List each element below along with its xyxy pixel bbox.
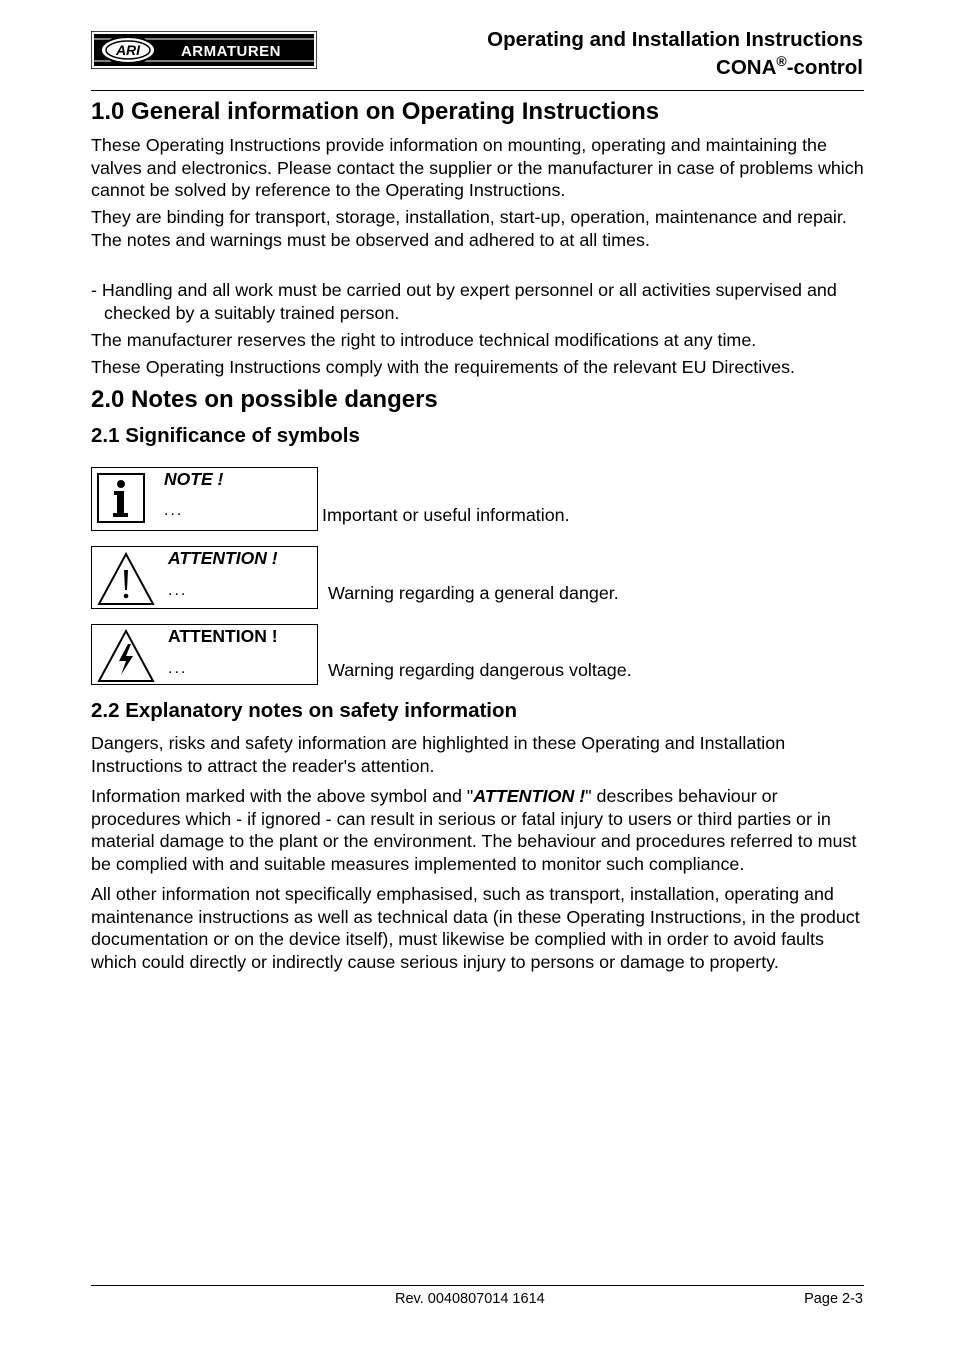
high-voltage-icon xyxy=(96,628,156,689)
product-name: CONA xyxy=(716,56,777,79)
note-description: Important or useful information. xyxy=(322,505,570,525)
product-suffix: -control xyxy=(786,56,863,79)
attention-general-dots: ... xyxy=(168,582,188,599)
section-1-paragraph-2-line-2: The notes and warnings must be observed and adhered to at all times. xyxy=(91,229,650,250)
document-title-line1: Operating and Installation Instructions xyxy=(487,28,863,51)
section-2-2-paragraph-1: Dangers, risks and safety information are highlighted in these Operating and Installation Instructions to attract the reader's attention. xyxy=(91,733,786,776)
attention-voltage-description: Warning regarding dangerous voltage. xyxy=(328,660,632,680)
info-icon xyxy=(97,473,145,528)
section-1-paragraph-4: These Operating Instructions comply with the requirements of the relevant EU Directives. xyxy=(91,357,796,377)
attention-general-symbol-box xyxy=(91,546,318,609)
section-2-heading: 2.0 Notes on possible dangers xyxy=(91,386,438,413)
registered-mark: ® xyxy=(776,53,787,69)
attention-voltage-symbol-box xyxy=(91,624,318,685)
attention-general-description: Warning regarding a general danger. xyxy=(328,583,619,603)
note-symbol-box xyxy=(91,467,318,531)
ari-armaturen-logo xyxy=(91,31,317,69)
attention-voltage-label: ATTENTION ! xyxy=(168,626,278,646)
note-label: NOTE ! xyxy=(164,469,224,489)
section-1-bullet: - Handling and all work must be carried out by expert personnel or all activities supervised and checked by a suitably trained person. xyxy=(91,280,837,323)
paragraph-2-suffix: " describes behaviour or procedures which - if ignored - can result in serious or fatal injury to users or third parties or in material damage to the plant or the environment. The behaviour and procedures referred to must be complied with and suitable measures implemented to monitor such compliance. xyxy=(91,786,857,874)
section-1-paragraph-1: These Operating Instructions provide information on mounting, operating and maintaining the valves and electronics. Please contact the supplier or the manufacturer in case of problems which cannot be solved by reference to the Operating Instructions. xyxy=(91,135,864,201)
paragraph-2-prefix: Information marked with the above symbol and " xyxy=(91,786,474,806)
warning-icon xyxy=(96,551,156,612)
section-2-1-heading: 2.1 Significance of symbols xyxy=(91,424,360,447)
section-1-paragraph-3: The manufacturer reserves the right to introduce technical modifications at any time. xyxy=(91,330,757,350)
note-dots: ... xyxy=(164,502,184,519)
section-1-paragraph-2 xyxy=(91,206,866,251)
section-1-heading: 1.0 General information on Operating Instructions xyxy=(91,98,660,125)
document-title xyxy=(487,26,863,82)
section-2-2-paragraph-2 xyxy=(91,785,866,875)
section-2-2-heading: 2.2 Explanatory notes on safety information xyxy=(91,699,518,722)
footer-divider xyxy=(91,1285,864,1286)
attention-emphasis: ATTENTION ! xyxy=(473,786,586,806)
svg-text:ARI: ARI xyxy=(115,42,141,58)
svg-text:ARMATUREN: ARMATUREN xyxy=(180,43,282,60)
attention-voltage-dots: ... xyxy=(168,660,188,677)
attention-general-label: ATTENTION ! xyxy=(168,548,278,568)
revision-number: Rev. 0040807014 1614 xyxy=(395,1291,545,1307)
section-1-paragraph-2-line-1: They are binding for transport, storage, installation, start-up, operation, maintenance and repair. xyxy=(91,207,847,227)
document-title-line2 xyxy=(487,54,863,82)
page-number: Page 2-3 xyxy=(804,1291,863,1307)
header-divider xyxy=(91,90,864,91)
section-2-2-paragraph-3: All other information not specifically emphasised, such as transport, installation, operating and maintenance instructions as well as technical data (in these Operating Instructions, in the product documentation or on the device itself), must likewise be complied with in order to avoid faults which could directly or indirectly cause serious injury to persons or damage to property. xyxy=(91,884,860,972)
